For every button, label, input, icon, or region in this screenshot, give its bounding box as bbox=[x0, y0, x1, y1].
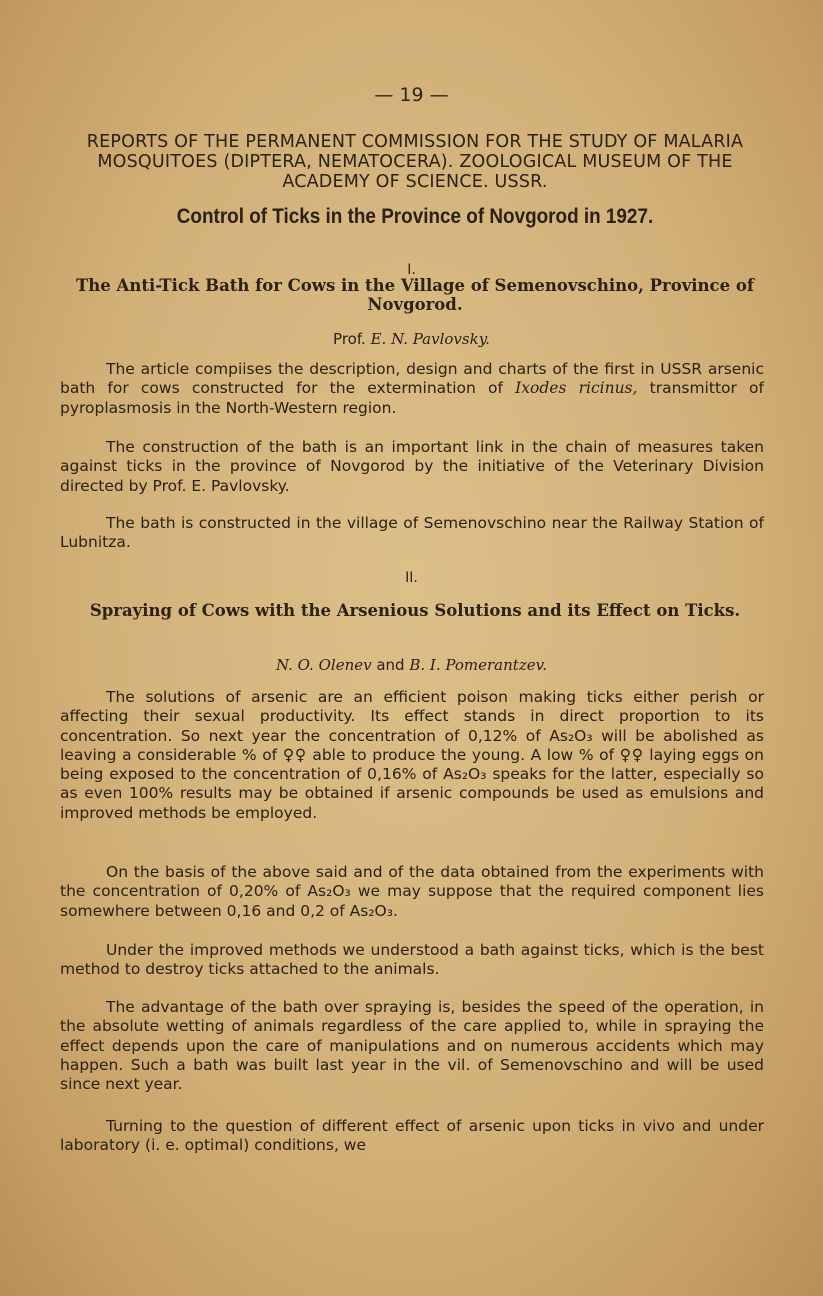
author-join: and bbox=[376, 656, 405, 674]
page-number: — 19 — bbox=[374, 84, 449, 106]
section-2-author-2: B. I. Pomerantzev. bbox=[409, 656, 548, 674]
p1-text-b: transmittor of pyroplasmosis in the North-Western region. bbox=[60, 379, 764, 417]
section-2-paragraph-5: Turning to the question of different effect of arsenic upon ticks in vivo and under laboratory (i. e. optimal) conditions, we bbox=[60, 1117, 764, 1155]
section-1-title: The Anti-Tick Bath for Cows in the Village of Semenovschino, Province of Novgorod. bbox=[76, 276, 754, 314]
section-2-paragraph-2: On the basis of the above said and of the data obtained from the experiments with the concentration of 0,20% of As₂O₃ we may suppose that the required component lies somewhere between 0,16 and 0,2 of As₂O₃. bbox=[60, 863, 764, 920]
section-1-paragraph-3: The bath is constructed in the village of Semenovschino near the Railway Station of Lubnitza. bbox=[60, 514, 764, 552]
section-2-numeral: II. bbox=[405, 570, 418, 586]
section-2-paragraph-3: Under the improved methods we understood a bath against ticks, which is the best method to destroy ticks attached to the animals. bbox=[60, 941, 764, 979]
section-1-paragraph-2: The construction of the bath is an important link in the chain of measures taken against ticks in the province of Novgorod by the initiative of the Veterinary Division directed by Prof. E. Pavlovsky. bbox=[60, 438, 764, 495]
section-2-title: Spraying of Cows with the Arsenious Solutions and its Effect on Ticks. bbox=[89, 601, 741, 620]
main-title: Control of Ticks in the Province of Novgorod in 1927. bbox=[176, 205, 654, 228]
section-1-numeral: I. bbox=[407, 262, 416, 278]
author-prefix: Prof. bbox=[333, 330, 366, 348]
section-2-author-line bbox=[0, 656, 823, 674]
p1-text-a: The article compiises the description, design and charts of the first in USSR arsenic bath for cows constructed for the extermination of bbox=[60, 360, 764, 398]
section-1-author: E. N. Pavlovsky. bbox=[370, 330, 490, 348]
section-1-author-line bbox=[0, 330, 823, 348]
section-2-author-1: N. O. Olenev bbox=[275, 656, 372, 674]
section-2-paragraph-1: The solutions of arsenic are an efficient poison making ticks either perish or affecting their sexual productivity. Its effect stands in direct proportion to its concentration. So next year the concentration of 0,12% of As₂O₃ will be abolished as leaving a considerable % of ♀♀ able to produce the young. A low % of ♀♀ laying eggs on being exposed to the concentration of 0,16% of As₂O₃ speaks for the latter, especially so as even 100% results may be obtained if arsenic compounds be used as emulsions and improved methods be employed. bbox=[60, 688, 764, 822]
series-header: REPORTS OF THE PERMANENT COMMISSION FOR THE STUDY OF MALARIA MOSQUITOES (DIPTERA, NEMATOCERA). ZOOLOGICAL MUSEUM OF THE ACADEMY OF SCIENCE. USSR. bbox=[86, 132, 744, 192]
species-name: Ixodes ricinus, bbox=[515, 379, 638, 398]
section-2-paragraph-4: The advantage of the bath over spraying is, besides the speed of the operation, in the absolute wetting of animals regardless of the care applied to, while in spraying the effect depends upon the care of manipulations and on numerous accidents which may happen. Such a bath was built last year in the vil. of Semenovschino and will be used since next year. bbox=[60, 998, 764, 1094]
section-1-paragraph-1 bbox=[60, 360, 764, 418]
